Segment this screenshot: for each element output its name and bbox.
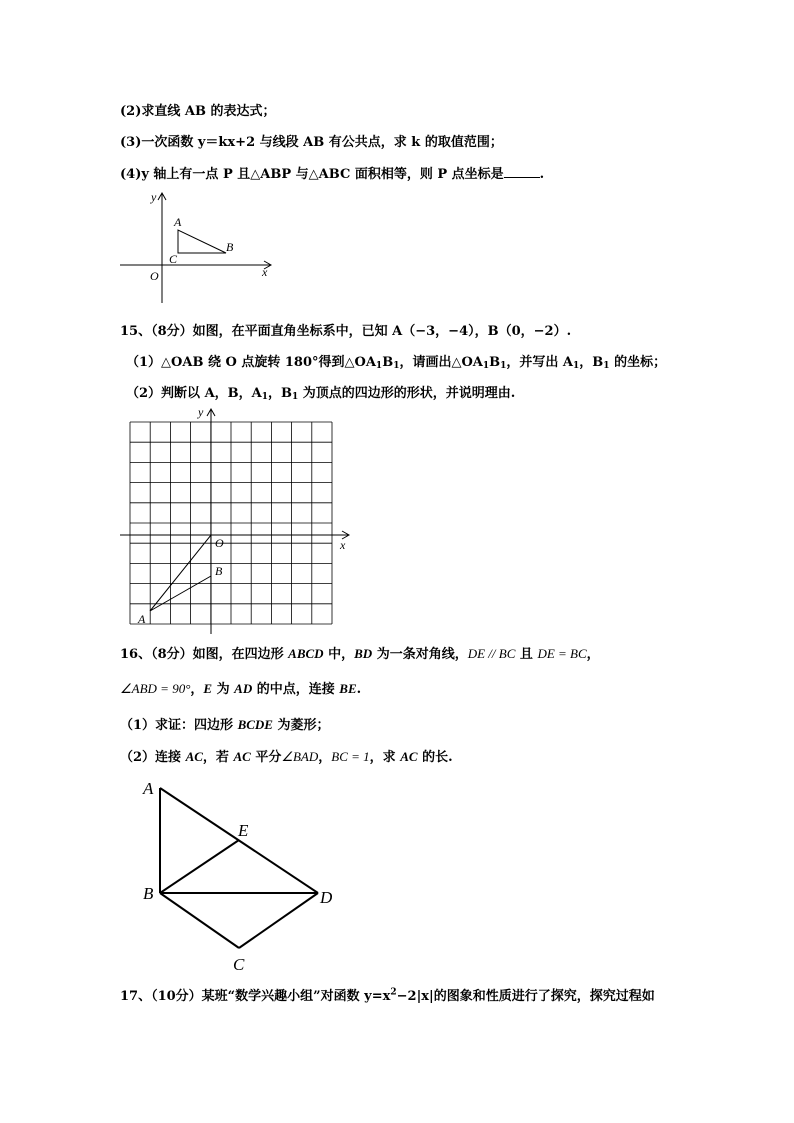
q16-part2-seg: ，若 bbox=[202, 750, 234, 765]
subscript: 1 bbox=[375, 361, 383, 371]
q16-header-seg: 中， bbox=[323, 647, 355, 662]
q16-math: BC = 1 bbox=[331, 749, 370, 764]
q16-math: ∠ABD = 90° bbox=[120, 681, 191, 696]
q17-seg: −2|x|的图象和性质进行了探究，探究过程如 bbox=[396, 989, 655, 1004]
q15-label-b: B bbox=[215, 564, 223, 578]
q14-part2: (2)求直线 AB 的表达式； bbox=[120, 104, 276, 119]
q15-part1-seg: （1）△OAB 绕 O 点旋转 180°得到△OA bbox=[126, 355, 376, 370]
subscript: 1 bbox=[393, 361, 400, 371]
q16-label-a: A bbox=[143, 779, 154, 798]
q16-segment-bc bbox=[160, 893, 239, 948]
q16-header-seg: ， bbox=[586, 647, 600, 662]
q14-label-x: x bbox=[262, 265, 268, 279]
q14-label-o: O bbox=[150, 269, 159, 283]
q15-triangle-oab bbox=[150, 535, 211, 611]
q16-line2-seg: . bbox=[356, 682, 362, 697]
subscript: 1 bbox=[292, 392, 299, 402]
q16-segment-be bbox=[160, 840, 239, 893]
subscript: 1 bbox=[261, 392, 268, 402]
q16-math: BCDE bbox=[237, 717, 273, 732]
q16-part2-seg: （2）连接 bbox=[120, 750, 186, 765]
q16-line2-seg: 为 bbox=[212, 682, 235, 697]
q16-math: DE = BC bbox=[537, 646, 587, 661]
q14-label-y: y bbox=[151, 190, 157, 204]
q15-part1-seg: ，并写出 A bbox=[506, 355, 574, 370]
q15-part1-seg: B bbox=[382, 355, 394, 370]
q16-math: AC bbox=[233, 749, 251, 764]
q16-label-c: C bbox=[233, 955, 245, 974]
q15-grid-figure bbox=[118, 406, 358, 636]
q15-part2-seg: 为顶点的四边形的形状，并说明理由. bbox=[298, 386, 516, 401]
q15-header: 15、（8分）如图，在平面直角坐标系中，已知 A（−3，−4），B（0，−2）. bbox=[120, 324, 572, 339]
q16-math: AD bbox=[234, 681, 253, 696]
q16-math: DE // BC bbox=[467, 646, 516, 661]
q16-math: AC bbox=[400, 749, 418, 764]
q16-part1-seg: 为菱形； bbox=[272, 718, 330, 733]
q16-line2 bbox=[120, 680, 361, 699]
q16-header bbox=[120, 645, 600, 664]
q16-figure bbox=[138, 778, 358, 978]
q14-label-b: B bbox=[226, 240, 234, 254]
q15-part2-seg: ，B bbox=[268, 386, 292, 401]
q16-label-b: B bbox=[143, 884, 154, 903]
q15-label-a: A bbox=[138, 612, 146, 626]
q16-math: ABCD bbox=[288, 646, 324, 661]
q16-header-seg: 为一条对角线， bbox=[372, 647, 468, 662]
answer-blank bbox=[504, 165, 540, 178]
q15-part2 bbox=[126, 385, 515, 403]
q14-label-a: A bbox=[174, 215, 182, 229]
q15-part1-seg: ，B bbox=[579, 355, 604, 370]
q15-part1-seg: B bbox=[489, 355, 501, 370]
subscript: 1 bbox=[482, 361, 490, 371]
q15-part1-seg: ，请画出△OA bbox=[399, 355, 483, 370]
q15-part1-seg: 的坐标； bbox=[609, 355, 667, 370]
q17-header bbox=[120, 988, 655, 1006]
q16-math: BD bbox=[354, 646, 373, 661]
q16-part2-seg: ， bbox=[318, 750, 332, 765]
q15-part1 bbox=[126, 354, 666, 372]
q14-part3: (3)一次函数 y＝kx+2 与线段 AB 有公共点，求 k 的取值范围； bbox=[120, 135, 503, 150]
q17-seg: 17、（10分）某班“数学兴趣小组”对函数 y=x bbox=[120, 989, 391, 1004]
q16-part2-seg: 平分 bbox=[250, 750, 282, 765]
q16-label-e: E bbox=[238, 821, 249, 840]
superscript: 2 bbox=[390, 987, 397, 998]
q16-line2-seg: 的中点，连接 bbox=[252, 682, 340, 697]
q14-part4-text: (4)y 轴上有一点 P 且△ABP 与△ABC 面积相等，则 P 点坐标是 bbox=[120, 167, 504, 182]
subscript: 1 bbox=[500, 361, 507, 371]
q14-part4 bbox=[120, 165, 544, 184]
q15-grid bbox=[130, 422, 332, 624]
q14-figure bbox=[118, 190, 278, 305]
q16-line2-seg: ， bbox=[190, 682, 204, 697]
q16-math: BE bbox=[339, 681, 357, 696]
q15-label-x: x bbox=[340, 538, 346, 552]
subscript: 1 bbox=[573, 361, 580, 371]
q15-label-y: y bbox=[198, 405, 204, 419]
q16-label-d: D bbox=[320, 888, 333, 907]
q14-part4-period: . bbox=[539, 167, 545, 182]
q16-part1-seg: （1）求证：四边形 bbox=[120, 718, 238, 733]
q16-header-seg: 16、（8分）如图，在四边形 bbox=[120, 647, 289, 662]
q16-part2 bbox=[120, 748, 453, 767]
q16-part2-seg: ，求 bbox=[369, 750, 401, 765]
q16-part1 bbox=[120, 716, 330, 735]
q16-header-seg: 且 bbox=[515, 647, 538, 662]
q16-math: ∠BAD bbox=[281, 749, 319, 764]
q15-label-o: O bbox=[215, 536, 224, 550]
q16-part2-seg: 的长. bbox=[417, 750, 453, 765]
subscript: 1 bbox=[603, 361, 610, 371]
q14-label-c: C bbox=[169, 252, 178, 266]
q16-math: AC bbox=[185, 749, 203, 764]
q15-part2-seg: （2）判断以 A，B，A bbox=[126, 386, 262, 401]
q16-math: E bbox=[203, 681, 213, 696]
q14-triangle-abc bbox=[178, 230, 226, 253]
q16-segment-cd bbox=[239, 893, 318, 948]
